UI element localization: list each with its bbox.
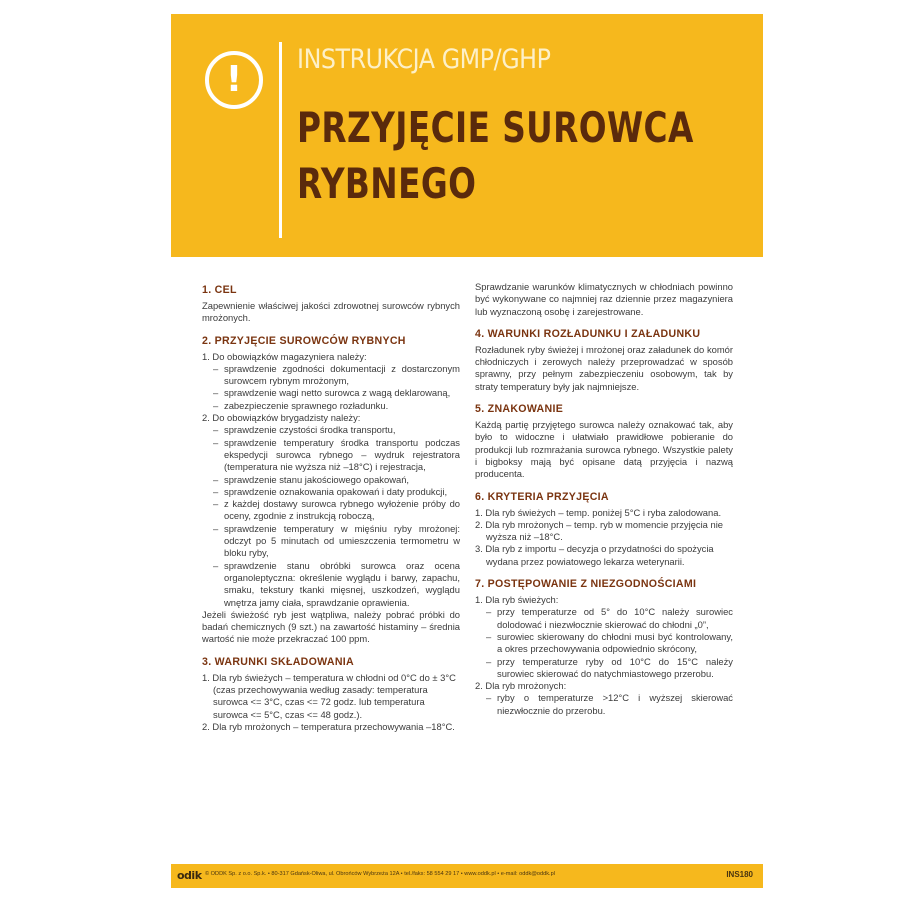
list-item: 2. Dla ryb mrożonych – temperatura przechowywania –18°C. — [202, 720, 455, 732]
list-item: 1. Do obowiązków magazyniera należy: — [202, 350, 367, 362]
poster-footer — [171, 864, 763, 888]
exclamation-circle-icon: ! — [205, 51, 263, 109]
section-heading: 1. CEL — [202, 284, 237, 296]
section-text: Każdą partię przyjętego surowca należy oznakować tak, aby było to widoczne i ułatwiało prawidłowe pobieranie do produkcji lub rozmrażania surowca rybnego. Wszystkie palety i bigboksy mają być opisane datą przyjęcia i nazwą producenta. — [475, 419, 733, 480]
left-column — [202, 284, 460, 743]
section-heading: 5. ZNAKOWANIE — [475, 403, 564, 416]
bullet-item: – sprawdzenie temperatury środka transportu podczas ekspedycji surowca rybnego – wydruk rejestratora (temperatura nie wyższa niż –18°C) i rejestracja, — [202, 437, 460, 474]
section-heading: 2. PRZYJĘCIE SUROWCÓW RYBNYCH — [202, 334, 406, 347]
poster-title — [297, 100, 734, 212]
bullet-item: – sprawdzenie stanu jakościowego opakowań, — [202, 474, 460, 486]
instruction-poster — [171, 14, 763, 888]
document-code: INS180 — [726, 870, 753, 879]
bullet-item: – zabezpieczenie sprawnego rozładunku. — [202, 400, 460, 412]
bullet-item: – sprawdzenie zgodności dokumentacji z dostarczonym surowcem rybnym mrożonym, — [202, 363, 460, 388]
list-item: 1. Dla ryb świeżych – temperatura w chłodni od 0°C do ± 3°C (czas przechowywania według zasady: temperatura surowca <= 3°C, czas <= 72 godz. lub temperatura surowca <= 5°C, czas <= 48 godz.). — [202, 671, 456, 720]
bullet-item: – przy temperaturze od 5° do 10°C należy surowiec dolodować i niezwłocznie skierować do chłodni „0”, — [475, 606, 733, 631]
right-column — [475, 281, 733, 727]
section-heading: 6. KRYTERIA PRZYJĘCIA — [475, 490, 609, 503]
list-item: 1. Dla ryb świeżych: — [475, 594, 559, 606]
bullet-item: – przy temperaturze ryby od 10°C do 15°C należy surowiec skierować do natychmiastowego przerobu. — [475, 656, 733, 681]
section-znakowanie — [475, 403, 733, 480]
section-kryteria — [475, 491, 733, 568]
poster-title-line-1: PRZYJĘCIE SUROWCA — [297, 103, 694, 152]
footer-contact-text: © ODDK Sp. z o.o. Sp.k. • 80-317 Gdańsk-Oliwa, ul. Obrońców Wybrzeża 12A • tel./faks: 58 554 29 17 • www.oddk.pl • e-mail: oddk@oddk.pl — [205, 871, 555, 877]
section-heading: 4. WARUNKI ROZŁADUNKU I ZAŁADUNKU — [475, 327, 701, 340]
bullet-item: – sprawdzenie oznakowania opakowań i daty produkcji, — [202, 486, 460, 498]
company-logo: odik — [177, 869, 202, 882]
section-skladowanie-continued — [475, 281, 733, 318]
section-cel — [202, 284, 460, 325]
section-note: Jeżeli świeżość ryb jest wątpliwa, należy pobrać próbki do badań chemicznych (9 szt.) na zawartość histaminy – średnia wartość nie może przekraczać 100 ppm. — [202, 608, 460, 645]
header-divider — [279, 42, 282, 238]
bullet-item: – sprawdzenie wagi netto surowca z wagą deklarowaną, — [202, 387, 460, 399]
bullet-item: – z każdej dostawy surowca rybnego wyłożenie próby do oceny, zgodnie z instrukcją roboczą, — [202, 498, 460, 523]
section-przyjecie — [202, 335, 460, 646]
list-item: 3. Dla ryb z importu – decyzja o przydatności do spożycia wydana przez powiatowego lekarza weterynarii. — [475, 543, 714, 567]
poster-title-line-2: RYBNEGO — [297, 159, 477, 208]
section-text: Rozładunek ryby świeżej i mrożonej oraz załadunek do komór chłodniczych i zerowych należy przeprowadzać w sposób sprawny, przy pełnym zabezpieczeniu osobowym, tak by straty temperatury były jak najmniejsze. — [475, 343, 733, 392]
section-heading: 7. POSTĘPOWANIE Z NIEZGODNOŚCIAMI — [475, 578, 697, 591]
list-item: 2. Do obowiązków brygadzisty należy: — [202, 412, 361, 424]
section-skladowanie — [202, 656, 460, 733]
poster-header — [171, 14, 763, 257]
bullet-item: – sprawdzenie czystości środka transportu, — [202, 424, 460, 436]
section-rozladunek — [475, 328, 733, 393]
list-item: 1. Dla ryb świeżych – temp. poniżej 5°C i ryba zalodowana. — [475, 506, 722, 518]
bullet-item: – surowiec skierowany do chłodni musi być kontrolowany, a okres przechowywania odpowiednio skrócony, — [475, 631, 733, 656]
bullet-item: – ryby o temperaturze >12°C i wyższej skierować niezwłocznie do przerobu. — [475, 692, 733, 717]
bullet-item: – sprawdzenie temperatury w mięśniu ryby mrożonej: odczyt po 5 minutach od umieszczenia termometru w bloku ryby, — [202, 523, 460, 560]
document-type-label: INSTRUKCJA GMP/GHP — [297, 44, 551, 75]
list-item: 2. Dla ryb mrożonych – temp. ryb w momencie przyjęcia nie wyższa niż –18°C. — [475, 518, 724, 543]
section-niezgodnosci — [475, 578, 733, 717]
section-text: Zapewnienie właściwej jakości zdrowotnej surowców rybnych mrożonych. — [202, 300, 460, 324]
section-heading: 3. WARUNKI SKŁADOWANIA — [202, 655, 354, 668]
section-text: Sprawdzanie warunków klimatycznych w chłodniach powinno być wykonywane co najmniej raz dziennie przez magazyniera lub wyznaczoną osobę i zarejestrowane. — [475, 281, 733, 317]
bullet-item: – sprawdzenie stanu obróbki surowca oraz ocena organoleptyczna: określenie wyglądu i barwy, zapachu, smaku, tekstury tkanki mięsnej, uszkodzeń, wyglądu wnętrza jamy ciała, sprawdzanie oprawienia. — [202, 560, 460, 609]
list-item: 2. Dla ryb mrożonych: — [475, 680, 567, 692]
